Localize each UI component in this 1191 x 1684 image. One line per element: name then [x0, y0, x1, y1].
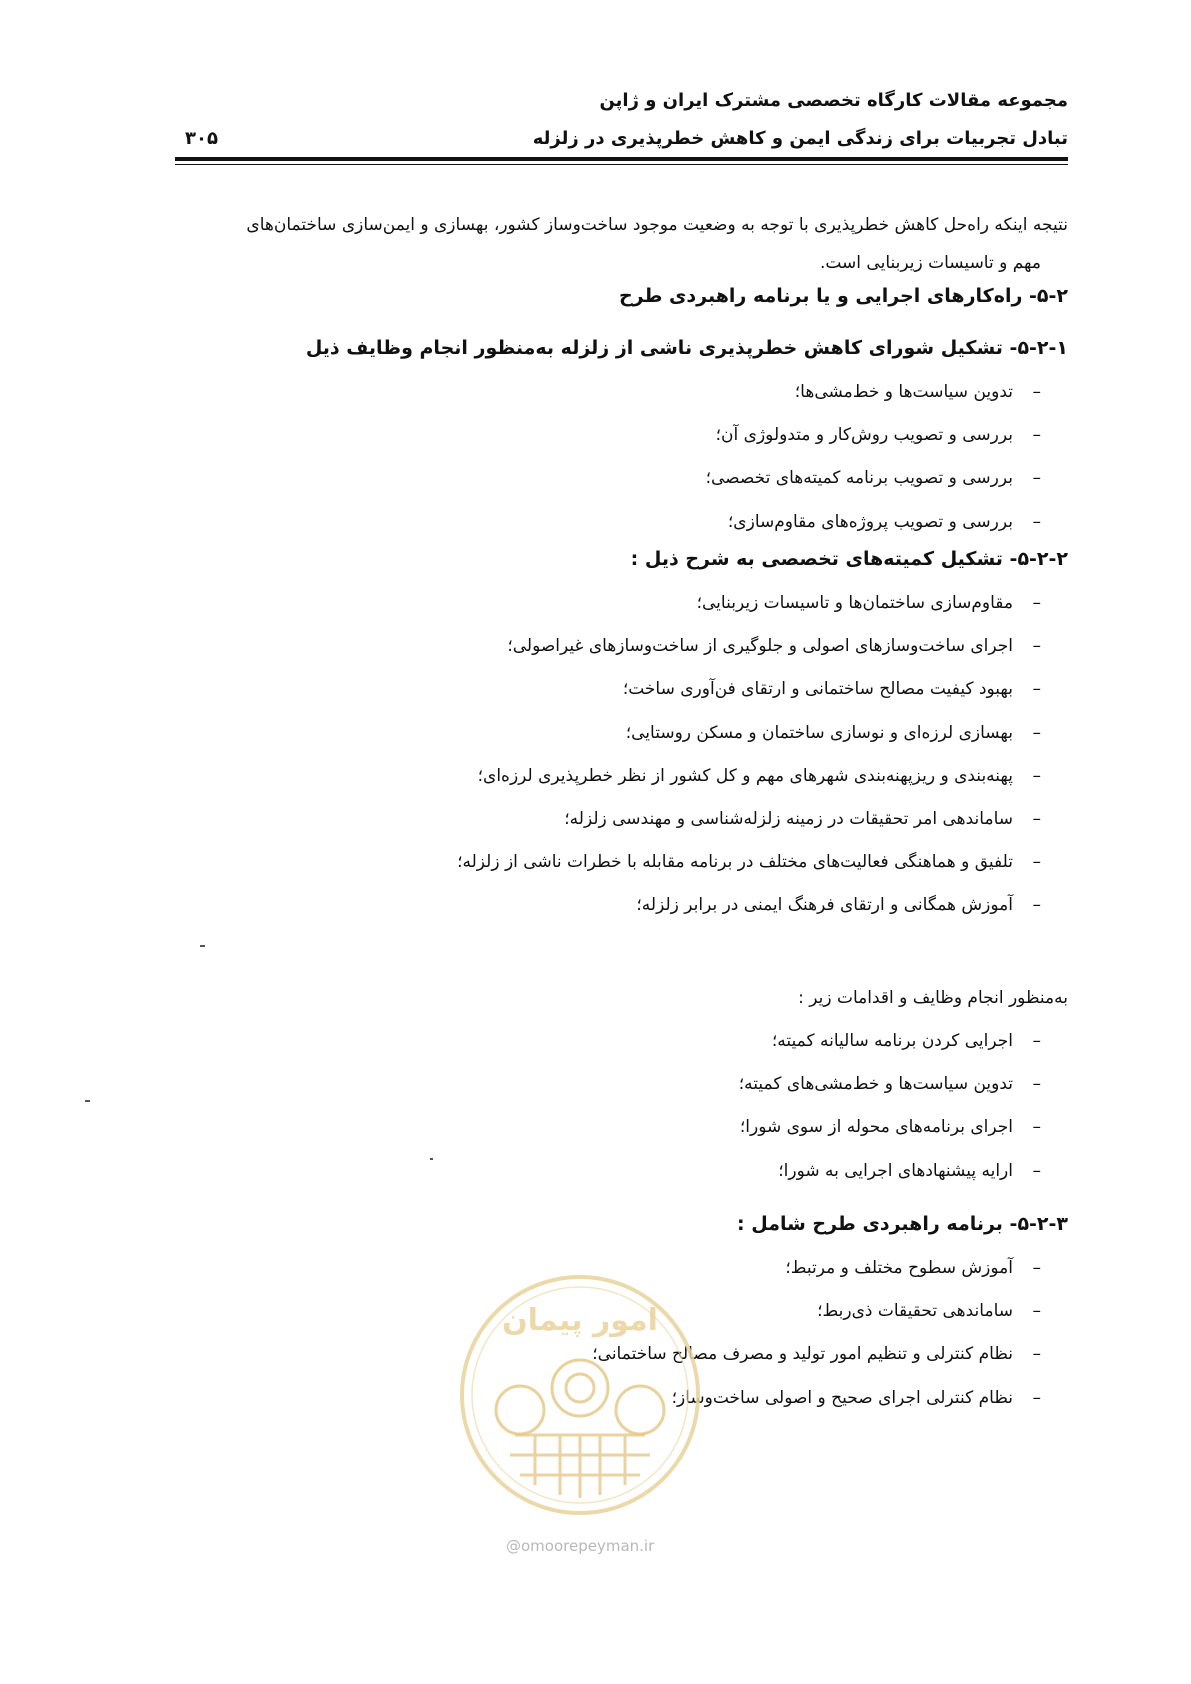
header-rule-thin — [175, 164, 1068, 165]
list-dash: – — [1032, 1117, 1041, 1138]
list-item-text: آموزش سطوح مختلف و مرتبط؛ — [785, 1258, 1013, 1278]
list-dash: – — [1032, 765, 1041, 786]
list-dash: – — [1032, 468, 1041, 489]
scan-speck — [200, 945, 205, 947]
list-dash: – — [1032, 1301, 1041, 1322]
list-item-text: ساماندهی تحقیقات ذی‌ربط؛ — [817, 1301, 1013, 1322]
list-dash: – — [1032, 808, 1041, 829]
intro-paragraph-line-1: نتیجه اینکه راه‌حل کاهش خطرپذیری با توجه به وضعیت موجود ساخت‌وساز کشور، بهسازی و ایمن‌سازی ساختمان‌های — [246, 215, 1068, 235]
list-item-text: تلفیق و هماهنگی فعالیت‌های مختلف در برنامه مقابله با خطرات ناشی از زلزله؛ — [457, 852, 1013, 873]
list-item-text: بررسی و تصویب روش‌کار و متدولوژی آن؛ — [715, 425, 1013, 446]
list-item-text: آموزش همگانی و ارتقای فرهنگ ایمنی در برابر زلزله؛ — [636, 895, 1013, 916]
list-item-text: بررسی و تصویب برنامه کمیته‌های تخصصی؛ — [705, 468, 1013, 489]
list-item — [457, 884, 1041, 927]
council-duties-list — [706, 371, 1041, 544]
committee-tasks-list — [739, 1020, 1041, 1193]
list-item — [457, 755, 1041, 798]
list-dash: – — [1032, 895, 1041, 916]
list-dash: – — [1032, 679, 1041, 700]
list-item — [739, 1063, 1041, 1106]
list-dash: – — [1032, 1074, 1041, 1095]
list-dash: – — [1032, 1387, 1041, 1408]
list-item — [739, 1150, 1041, 1193]
list-dash: – — [1032, 382, 1041, 402]
list-item — [739, 1020, 1041, 1063]
list-item-text: بهسازی لرزه‌ای و نوسازی ساختمان و مسکن روستایی؛ — [625, 722, 1013, 743]
section-heading-5-2: ۵-۲- راه‌کارهای اجرایی و یا برنامه راهبردی طرح — [618, 285, 1068, 307]
list-item — [457, 798, 1041, 841]
list-item — [457, 668, 1041, 711]
list-item-text: بهبود کیفیت مصالح ساختمانی و ارتقای فن‌آوری ساخت؛ — [622, 679, 1013, 700]
intro-paragraph-line-2: مهم و تاسیسات زیربنایی است. — [819, 253, 1041, 273]
list-item-text: پهنه‌بندی و ریزپهنه‌بندی شهرهای مهم و کل کشور از نظر خطرپذیری لرزه‌ای؛ — [477, 765, 1013, 786]
watermark-logo-icon — [455, 1270, 705, 1520]
list-dash: – — [1032, 511, 1041, 532]
header-subtitle: تبادل تجربیات برای زندگی ایمن و کاهش خطرپذیری در زلزله — [532, 128, 1068, 149]
watermark-url: @omoorepeyman.ir — [506, 1537, 655, 1555]
list-item — [457, 841, 1041, 884]
list-dash: – — [1032, 1344, 1041, 1365]
list-item-text: ارایه پیشنهادهای اجرایی به شورا؛ — [778, 1160, 1013, 1181]
tasks-intro: به‌منظور انجام وظایف و اقدامات زیر : — [798, 988, 1068, 1008]
list-item-text: اجرای برنامه‌های محوله از سوی شورا؛ — [739, 1117, 1013, 1138]
scan-speck — [85, 1100, 90, 1102]
list-item — [457, 625, 1041, 668]
list-item-text: بررسی و تصویب پروژه‌های مقاوم‌سازی؛ — [727, 511, 1013, 532]
list-item-text: تدوین سیاست‌ها و خط‌مشی‌های کمیته؛ — [738, 1074, 1013, 1095]
list-dash: – — [1032, 636, 1041, 657]
page-number: ۳۰۵ — [185, 128, 218, 149]
list-dash: – — [1032, 425, 1041, 446]
list-dash: – — [1032, 1031, 1041, 1051]
committees-list — [457, 582, 1041, 928]
list-item — [706, 414, 1041, 457]
list-dash: – — [1032, 593, 1041, 613]
watermark-text: امور پیمان — [502, 1303, 658, 1338]
list-item-text: تدوین سیاست‌ها و خط‌مشی‌ها؛ — [794, 382, 1013, 402]
list-item-text: نظام کنترلی اجرای صحیح و اصولی ساخت‌وساز؛ — [671, 1387, 1013, 1408]
list-item-text: اجرایی کردن برنامه سالیانه کمیته؛ — [771, 1031, 1013, 1051]
list-item — [706, 371, 1041, 414]
header-rule-thick — [175, 157, 1068, 161]
list-item — [457, 712, 1041, 755]
list-dash: – — [1032, 1258, 1041, 1278]
section-heading-5-2-1: ۵-۲-۱- تشکیل شورای کاهش خطرپذیری ناشی از زلزله به‌منظور انجام وظایف ذیل — [305, 337, 1068, 359]
list-dash: – — [1032, 722, 1041, 743]
scan-speck — [430, 1158, 433, 1160]
list-item-text: ساماندهی امر تحقیقات در زمینه زلزله‌شناسی و مهندسی زلزله؛ — [564, 808, 1013, 829]
list-item — [739, 1106, 1041, 1149]
list-dash: – — [1032, 852, 1041, 873]
list-item-text: اجرای ساخت‌وسازهای اصولی و جلوگیری از ساخت‌وسازهای غیراصولی؛ — [507, 636, 1013, 657]
list-item-text: مقاوم‌سازی ساختمان‌ها و تاسیسات زیربنایی؛ — [696, 593, 1013, 613]
section-heading-5-2-2: ۵-۲-۲- تشکیل کمیته‌های تخصصی به شرح ذیل : — [630, 548, 1068, 570]
section-heading-5-2-3: ۵-۲-۳- برنامه راهبردی طرح شامل : — [737, 1213, 1068, 1235]
list-item — [457, 582, 1041, 625]
list-item — [706, 501, 1041, 544]
list-dash: – — [1032, 1160, 1041, 1181]
header-title: مجموعه مقالات کارگاه تخصصی مشترک ایران و ژاپن — [599, 90, 1068, 111]
list-item-text: نظام کنترلی و تنظیم امور تولید و مصرف مصالح ساختمانی؛ — [592, 1344, 1013, 1365]
list-item — [706, 457, 1041, 500]
